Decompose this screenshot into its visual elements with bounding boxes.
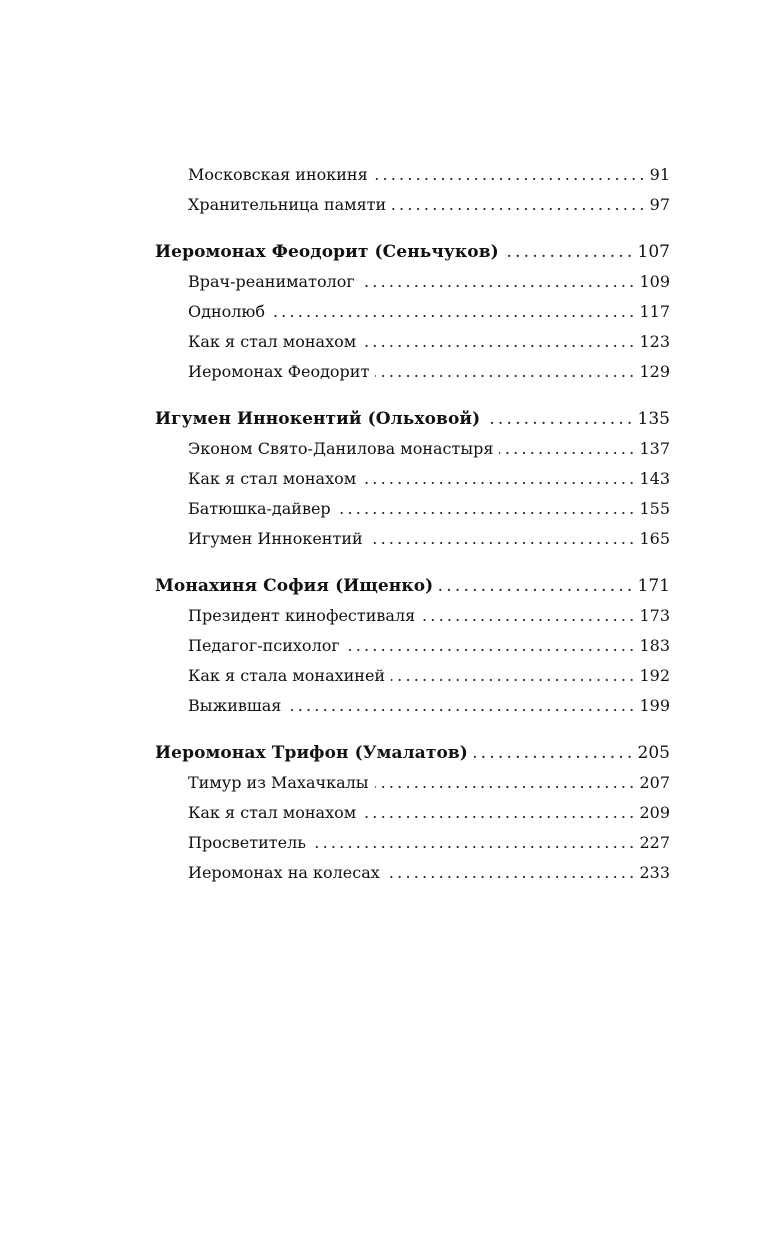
toc-entry xyxy=(155,267,670,297)
toc-entry xyxy=(155,357,670,387)
toc-section-title: Иеромонах Феодорит (Сеньчуков) xyxy=(155,242,499,262)
toc-entry-title: Как я стала монахиней xyxy=(188,666,386,685)
toc-entry-title: Как я стал монахом xyxy=(188,803,357,822)
toc-entry-page: 165 xyxy=(639,529,670,548)
toc-entry-title: Иеромонах на колесах xyxy=(188,863,380,882)
toc-entry xyxy=(155,858,670,888)
dot-leader xyxy=(312,828,637,858)
dot-leader xyxy=(375,768,638,798)
toc-entry-page: 209 xyxy=(639,803,670,822)
toc-entry-title: Президент кинофестиваля xyxy=(188,606,416,625)
toc-entry-page: 129 xyxy=(639,362,670,381)
toc-entry xyxy=(155,631,670,661)
toc-entry-page: 109 xyxy=(639,272,670,291)
toc-entry-title: Иеромонах Феодорит xyxy=(188,362,370,381)
toc-section-heading xyxy=(155,571,670,601)
toc-entry-page: 117 xyxy=(639,302,670,321)
toc-entry-title: Тимур из Махачкалы xyxy=(188,773,369,792)
toc-section-page: 107 xyxy=(637,242,670,262)
toc-section-title: Иеромонах Трифон (Умалатов) xyxy=(155,743,468,763)
toc-section-page: 171 xyxy=(637,576,670,596)
toc-entry-page: 207 xyxy=(639,773,670,792)
dot-leader xyxy=(369,524,638,554)
dot-leader xyxy=(391,661,637,691)
toc-entry-title: Хранительница памяти xyxy=(188,195,387,214)
dot-leader xyxy=(337,494,638,524)
dot-leader xyxy=(505,237,636,267)
toc-entry-page: 143 xyxy=(639,469,670,488)
toc-entry xyxy=(155,190,670,220)
dot-leader xyxy=(439,571,635,601)
dot-leader xyxy=(375,357,637,387)
toc-entry-title: Врач-реаниматолог xyxy=(188,272,355,291)
toc-entry-title: Батюшка-дайвер xyxy=(188,499,331,518)
toc-entry xyxy=(155,661,670,691)
toc-entry xyxy=(155,297,670,327)
toc-entry-page: 123 xyxy=(639,332,670,351)
toc-entry-title: Однолюб xyxy=(188,302,265,321)
toc-entry-title: Эконом Свято-Данилова монастыря xyxy=(188,439,494,458)
dot-leader xyxy=(346,631,638,661)
dot-leader xyxy=(362,327,637,357)
dot-leader xyxy=(499,434,637,464)
toc-entry-title: Игумен Иннокентий xyxy=(188,529,363,548)
dot-leader xyxy=(386,858,638,888)
toc-entry xyxy=(155,524,670,554)
toc-section-title: Игумен Иннокентий (Ольховой) xyxy=(155,409,481,429)
dot-leader xyxy=(287,691,637,721)
toc-entry-page: 173 xyxy=(639,606,670,625)
toc-entry-page: 97 xyxy=(649,195,670,214)
toc-entry-title: Как я стал монахом xyxy=(188,469,357,488)
toc-entry-title: Педагог-психолог xyxy=(188,636,340,655)
dot-leader xyxy=(392,190,647,220)
toc-entry xyxy=(155,601,670,631)
toc-entry xyxy=(155,327,670,357)
toc-entry xyxy=(155,798,670,828)
toc-entry-page: 183 xyxy=(639,636,670,655)
table-of-contents xyxy=(155,160,670,888)
toc-entry-page: 199 xyxy=(639,696,670,715)
toc-entry xyxy=(155,691,670,721)
toc-section-heading xyxy=(155,738,670,768)
toc-entry-page: 227 xyxy=(639,833,670,852)
dot-leader xyxy=(374,160,648,190)
toc-entry-page: 192 xyxy=(639,666,670,685)
toc-entry xyxy=(155,160,670,190)
toc-section-page: 135 xyxy=(637,409,670,429)
toc-entry-title: Как я стал монахом xyxy=(188,332,357,351)
dot-leader xyxy=(486,404,635,434)
toc-section-heading xyxy=(155,404,670,434)
toc-entry xyxy=(155,828,670,858)
toc-entry-page: 155 xyxy=(639,499,670,518)
dot-leader xyxy=(362,464,637,494)
dot-leader xyxy=(362,798,637,828)
toc-entry-title: Просветитель xyxy=(188,833,306,852)
dot-leader xyxy=(474,738,636,768)
toc-entry-title: Московская инокиня xyxy=(188,165,368,184)
toc-entry-title: Выжившая xyxy=(188,696,282,715)
toc-entry xyxy=(155,434,670,464)
dot-leader xyxy=(421,601,637,631)
toc-entry xyxy=(155,464,670,494)
toc-entry xyxy=(155,494,670,524)
toc-section-page: 205 xyxy=(637,743,670,763)
toc-entry xyxy=(155,768,670,798)
toc-entry-page: 91 xyxy=(649,165,670,184)
toc-section-title: Монахиня София (Ищенко) xyxy=(155,576,434,596)
dot-leader xyxy=(361,267,638,297)
toc-entry-page: 137 xyxy=(639,439,670,458)
toc-entry-page: 233 xyxy=(639,863,670,882)
toc-section-heading xyxy=(155,237,670,267)
dot-leader xyxy=(271,297,637,327)
